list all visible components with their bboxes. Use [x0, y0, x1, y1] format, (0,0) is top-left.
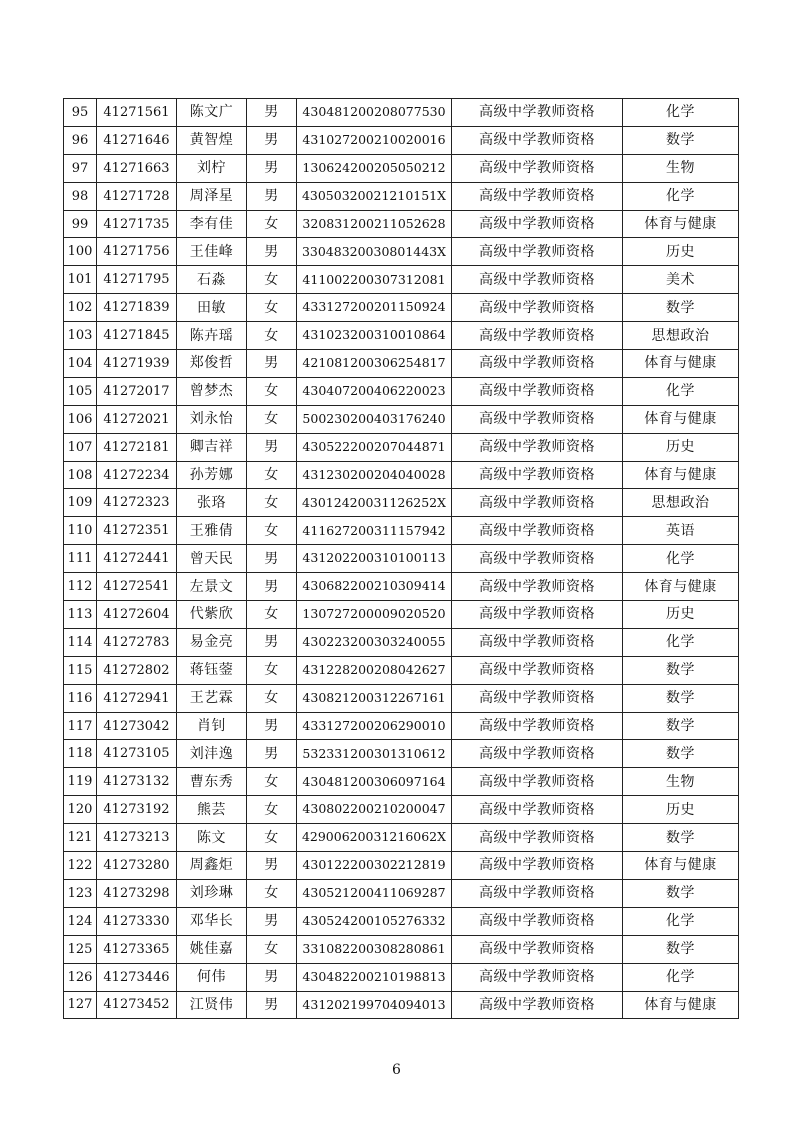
id-number-cell: 430223200303240055 [297, 628, 452, 656]
name-cell: 卿吉祥 [177, 433, 247, 461]
certificate-cell: 高级中学教师资格 [452, 266, 623, 294]
table-row [64, 545, 739, 573]
certificate-cell: 高级中学教师资格 [452, 405, 623, 433]
name-cell: 王雅倩 [177, 517, 247, 545]
name-cell: 蒋钰蓥 [177, 656, 247, 684]
subject-cell: 化学 [623, 545, 739, 573]
id-number-cell: 411627200311157942 [297, 517, 452, 545]
name-cell: 刘沣逸 [177, 740, 247, 768]
gender-cell: 男 [247, 545, 297, 573]
exam-number-cell: 41273192 [97, 796, 177, 824]
table-row [64, 907, 739, 935]
table-row [64, 628, 739, 656]
gender-cell: 男 [247, 712, 297, 740]
certificate-cell: 高级中学教师资格 [452, 210, 623, 238]
name-cell: 曾梦杰 [177, 377, 247, 405]
table-row [64, 266, 739, 294]
name-cell: 黄智煌 [177, 126, 247, 154]
gender-cell: 男 [247, 433, 297, 461]
name-cell: 江贤伟 [177, 991, 247, 1019]
certificate-cell: 高级中学教师资格 [452, 294, 623, 322]
exam-number-cell: 41272021 [97, 405, 177, 433]
serial-cell: 126 [64, 963, 97, 991]
subject-cell: 数学 [623, 935, 739, 963]
name-cell: 曹东秀 [177, 768, 247, 796]
gender-cell: 男 [247, 907, 297, 935]
certificate-cell: 高级中学教师资格 [452, 935, 623, 963]
id-number-cell: 130727200009020520 [297, 601, 452, 629]
gender-cell: 女 [247, 322, 297, 350]
serial-cell: 122 [64, 852, 97, 880]
name-cell: 肖钊 [177, 712, 247, 740]
table-row [64, 935, 739, 963]
subject-cell: 数学 [623, 740, 739, 768]
id-number-cell: 430481200306097164 [297, 768, 452, 796]
subject-cell: 体育与健康 [623, 210, 739, 238]
certificate-cell: 高级中学教师资格 [452, 238, 623, 266]
serial-cell: 101 [64, 266, 97, 294]
id-number-cell: 43050320021210151X [297, 182, 452, 210]
serial-cell: 110 [64, 517, 97, 545]
exam-number-cell: 41273452 [97, 991, 177, 1019]
subject-cell: 思想政治 [623, 322, 739, 350]
gender-cell: 女 [247, 210, 297, 238]
id-number-cell: 430407200406220023 [297, 377, 452, 405]
subject-cell: 数学 [623, 294, 739, 322]
table-row [64, 238, 739, 266]
gender-cell: 男 [247, 154, 297, 182]
serial-cell: 118 [64, 740, 97, 768]
exam-number-cell: 41272323 [97, 489, 177, 517]
table-row [64, 210, 739, 238]
certificate-cell: 高级中学教师资格 [452, 907, 623, 935]
exam-number-cell: 41272181 [97, 433, 177, 461]
id-number-cell: 320831200211052628 [297, 210, 452, 238]
serial-cell: 97 [64, 154, 97, 182]
certificate-cell: 高级中学教师资格 [452, 350, 623, 378]
exam-number-cell: 41272351 [97, 517, 177, 545]
exam-number-cell: 41271756 [97, 238, 177, 266]
gender-cell: 女 [247, 294, 297, 322]
table-row [64, 991, 739, 1019]
exam-number-cell: 41273213 [97, 824, 177, 852]
table-row [64, 601, 739, 629]
subject-cell: 化学 [623, 377, 739, 405]
subject-cell: 化学 [623, 99, 739, 127]
certificate-cell: 高级中学教师资格 [452, 573, 623, 601]
subject-cell: 历史 [623, 796, 739, 824]
table-row [64, 963, 739, 991]
gender-cell: 男 [247, 238, 297, 266]
exam-number-cell: 41271663 [97, 154, 177, 182]
serial-cell: 106 [64, 405, 97, 433]
exam-number-cell: 41272941 [97, 684, 177, 712]
serial-cell: 117 [64, 712, 97, 740]
id-number-cell: 431202200310100113 [297, 545, 452, 573]
exam-number-cell: 41271795 [97, 266, 177, 294]
name-cell: 王艺霖 [177, 684, 247, 712]
id-number-cell: 433127200206290010 [297, 712, 452, 740]
table-row [64, 182, 739, 210]
serial-cell: 115 [64, 656, 97, 684]
exam-number-cell: 41273105 [97, 740, 177, 768]
name-cell: 张珞 [177, 489, 247, 517]
subject-cell: 化学 [623, 963, 739, 991]
id-number-cell: 500230200403176240 [297, 405, 452, 433]
certificate-cell: 高级中学教师资格 [452, 461, 623, 489]
table-row [64, 405, 739, 433]
serial-cell: 107 [64, 433, 97, 461]
gender-cell: 女 [247, 879, 297, 907]
gender-cell: 女 [247, 489, 297, 517]
table-row [64, 154, 739, 182]
certificate-cell: 高级中学教师资格 [452, 182, 623, 210]
table-row [64, 796, 739, 824]
table-row [64, 852, 739, 880]
name-cell: 王佳峰 [177, 238, 247, 266]
id-number-cell: 42900620031216062X [297, 824, 452, 852]
subject-cell: 体育与健康 [623, 573, 739, 601]
subject-cell: 历史 [623, 238, 739, 266]
id-number-cell: 411002200307312081 [297, 266, 452, 294]
subject-cell: 生物 [623, 768, 739, 796]
table-row [64, 461, 739, 489]
table-row [64, 377, 739, 405]
subject-cell: 思想政治 [623, 489, 739, 517]
serial-cell: 120 [64, 796, 97, 824]
name-cell: 孙芳娜 [177, 461, 247, 489]
name-cell: 陈文 [177, 824, 247, 852]
gender-cell: 女 [247, 461, 297, 489]
certificate-cell: 高级中学教师资格 [452, 991, 623, 1019]
serial-cell: 109 [64, 489, 97, 517]
name-cell: 郑俊哲 [177, 350, 247, 378]
id-number-cell: 421081200306254817 [297, 350, 452, 378]
certificate-cell: 高级中学教师资格 [452, 545, 623, 573]
serial-cell: 116 [64, 684, 97, 712]
gender-cell: 男 [247, 740, 297, 768]
serial-cell: 100 [64, 238, 97, 266]
subject-cell: 数学 [623, 684, 739, 712]
certificate-cell: 高级中学教师资格 [452, 852, 623, 880]
table-row [64, 879, 739, 907]
id-number-cell: 430522200207044871 [297, 433, 452, 461]
table-row [64, 573, 739, 601]
exam-number-cell: 41273132 [97, 768, 177, 796]
exam-number-cell: 41271561 [97, 99, 177, 127]
name-cell: 邓华长 [177, 907, 247, 935]
serial-cell: 98 [64, 182, 97, 210]
table-row [64, 350, 739, 378]
exam-number-cell: 41273042 [97, 712, 177, 740]
certificate-cell: 高级中学教师资格 [452, 963, 623, 991]
exam-number-cell: 41271728 [97, 182, 177, 210]
gender-cell: 男 [247, 991, 297, 1019]
exam-number-cell: 41271735 [97, 210, 177, 238]
page-number: 6 [392, 1062, 401, 1078]
id-number-cell: 430482200210198813 [297, 963, 452, 991]
exam-number-cell: 41273298 [97, 879, 177, 907]
exam-number-cell: 41271939 [97, 350, 177, 378]
certificate-cell: 高级中学教师资格 [452, 517, 623, 545]
serial-cell: 114 [64, 628, 97, 656]
table-row [64, 433, 739, 461]
subject-cell: 生物 [623, 154, 739, 182]
subject-cell: 体育与健康 [623, 991, 739, 1019]
serial-cell: 103 [64, 322, 97, 350]
certificate-cell: 高级中学教师资格 [452, 879, 623, 907]
serial-cell: 112 [64, 573, 97, 601]
serial-cell: 95 [64, 99, 97, 127]
gender-cell: 女 [247, 266, 297, 294]
gender-cell: 女 [247, 517, 297, 545]
subject-cell: 数学 [623, 656, 739, 684]
name-cell: 李有佳 [177, 210, 247, 238]
exam-number-cell: 41273280 [97, 852, 177, 880]
name-cell: 易金亮 [177, 628, 247, 656]
serial-cell: 123 [64, 879, 97, 907]
subject-cell: 数学 [623, 712, 739, 740]
name-cell: 陈卉瑶 [177, 322, 247, 350]
gender-cell: 男 [247, 573, 297, 601]
gender-cell: 男 [247, 963, 297, 991]
certificate-cell: 高级中学教师资格 [452, 740, 623, 768]
name-cell: 刘珍琳 [177, 879, 247, 907]
id-number-cell: 430481200208077530 [297, 99, 452, 127]
certificate-cell: 高级中学教师资格 [452, 824, 623, 852]
certificate-cell: 高级中学教师资格 [452, 99, 623, 127]
subject-cell: 体育与健康 [623, 350, 739, 378]
exam-number-cell: 41272234 [97, 461, 177, 489]
table-row [64, 656, 739, 684]
certificate-cell: 高级中学教师资格 [452, 377, 623, 405]
serial-cell: 113 [64, 601, 97, 629]
subject-cell: 化学 [623, 182, 739, 210]
exam-number-cell: 41272017 [97, 377, 177, 405]
id-number-cell: 33048320030801443X [297, 238, 452, 266]
serial-cell: 105 [64, 377, 97, 405]
serial-cell: 121 [64, 824, 97, 852]
subject-cell: 英语 [623, 517, 739, 545]
id-number-cell: 430682200210309414 [297, 573, 452, 601]
serial-cell: 127 [64, 991, 97, 1019]
gender-cell: 女 [247, 935, 297, 963]
gender-cell: 男 [247, 99, 297, 127]
table-row [64, 517, 739, 545]
name-cell: 代紫欣 [177, 601, 247, 629]
id-number-cell: 431027200210020016 [297, 126, 452, 154]
serial-cell: 108 [64, 461, 97, 489]
serial-cell: 99 [64, 210, 97, 238]
subject-cell: 美术 [623, 266, 739, 294]
serial-cell: 104 [64, 350, 97, 378]
id-number-cell: 430821200312267161 [297, 684, 452, 712]
table-row [64, 99, 739, 127]
certificate-cell: 高级中学教师资格 [452, 712, 623, 740]
table-row [64, 489, 739, 517]
id-number-cell: 331082200308280861 [297, 935, 452, 963]
certificate-cell: 高级中学教师资格 [452, 433, 623, 461]
id-number-cell: 430521200411069287 [297, 879, 452, 907]
name-cell: 左景文 [177, 573, 247, 601]
subject-cell: 化学 [623, 628, 739, 656]
serial-cell: 125 [64, 935, 97, 963]
gender-cell: 女 [247, 405, 297, 433]
subject-cell: 数学 [623, 824, 739, 852]
certificate-cell: 高级中学教师资格 [452, 322, 623, 350]
gender-cell: 男 [247, 628, 297, 656]
certificate-cell: 高级中学教师资格 [452, 489, 623, 517]
serial-cell: 96 [64, 126, 97, 154]
certificate-cell: 高级中学教师资格 [452, 601, 623, 629]
id-number-cell: 431202199704094013 [297, 991, 452, 1019]
gender-cell: 女 [247, 768, 297, 796]
exam-number-cell: 41271839 [97, 294, 177, 322]
id-number-cell: 130624200205050212 [297, 154, 452, 182]
gender-cell: 女 [247, 684, 297, 712]
certificate-cell: 高级中学教师资格 [452, 628, 623, 656]
serial-cell: 111 [64, 545, 97, 573]
exam-number-cell: 41273365 [97, 935, 177, 963]
subject-cell: 数学 [623, 879, 739, 907]
id-number-cell: 430122200302212819 [297, 852, 452, 880]
exam-number-cell: 41272783 [97, 628, 177, 656]
table-row [64, 768, 739, 796]
gender-cell: 女 [247, 824, 297, 852]
certificate-cell: 高级中学教师资格 [452, 768, 623, 796]
certificate-cell: 高级中学教师资格 [452, 154, 623, 182]
id-number-cell: 430524200105276332 [297, 907, 452, 935]
serial-cell: 102 [64, 294, 97, 322]
subject-cell: 历史 [623, 433, 739, 461]
id-number-cell: 433127200201150924 [297, 294, 452, 322]
table-row [64, 294, 739, 322]
name-cell: 刘永怡 [177, 405, 247, 433]
gender-cell: 男 [247, 350, 297, 378]
name-cell: 陈文广 [177, 99, 247, 127]
exam-number-cell: 41271646 [97, 126, 177, 154]
certificate-cell: 高级中学教师资格 [452, 126, 623, 154]
serial-cell: 119 [64, 768, 97, 796]
serial-cell: 124 [64, 907, 97, 935]
exam-number-cell: 41273446 [97, 963, 177, 991]
gender-cell: 女 [247, 796, 297, 824]
id-number-cell: 431023200310010864 [297, 322, 452, 350]
id-number-cell: 532331200301310612 [297, 740, 452, 768]
subject-cell: 体育与健康 [623, 461, 739, 489]
certificate-cell: 高级中学教师资格 [452, 656, 623, 684]
gender-cell: 女 [247, 601, 297, 629]
name-cell: 石淼 [177, 266, 247, 294]
gender-cell: 男 [247, 126, 297, 154]
exam-number-cell: 41271845 [97, 322, 177, 350]
name-cell: 周泽星 [177, 182, 247, 210]
table-row [64, 824, 739, 852]
table-row [64, 740, 739, 768]
table-row [64, 126, 739, 154]
table-row [64, 712, 739, 740]
id-number-cell: 430802200210200047 [297, 796, 452, 824]
id-number-cell: 431230200204040028 [297, 461, 452, 489]
name-cell: 姚佳嘉 [177, 935, 247, 963]
subject-cell: 体育与健康 [623, 405, 739, 433]
name-cell: 熊芸 [177, 796, 247, 824]
exam-number-cell: 41272802 [97, 656, 177, 684]
exam-number-cell: 41273330 [97, 907, 177, 935]
gender-cell: 女 [247, 377, 297, 405]
gender-cell: 女 [247, 656, 297, 684]
exam-number-cell: 41272604 [97, 601, 177, 629]
name-cell: 曾天民 [177, 545, 247, 573]
name-cell: 周鑫炬 [177, 852, 247, 880]
id-number-cell: 431228200208042627 [297, 656, 452, 684]
subject-cell: 化学 [623, 907, 739, 935]
roster-rows [64, 99, 739, 1019]
exam-number-cell: 41272541 [97, 573, 177, 601]
subject-cell: 历史 [623, 601, 739, 629]
exam-number-cell: 41272441 [97, 545, 177, 573]
roster-table [63, 98, 739, 1019]
certificate-cell: 高级中学教师资格 [452, 796, 623, 824]
id-number-cell: 43012420031126252X [297, 489, 452, 517]
certificate-cell: 高级中学教师资格 [452, 684, 623, 712]
table-row [64, 684, 739, 712]
gender-cell: 男 [247, 182, 297, 210]
name-cell: 田敏 [177, 294, 247, 322]
name-cell: 刘柠 [177, 154, 247, 182]
table-row [64, 322, 739, 350]
name-cell: 何伟 [177, 963, 247, 991]
subject-cell: 数学 [623, 126, 739, 154]
gender-cell: 男 [247, 852, 297, 880]
subject-cell: 体育与健康 [623, 852, 739, 880]
